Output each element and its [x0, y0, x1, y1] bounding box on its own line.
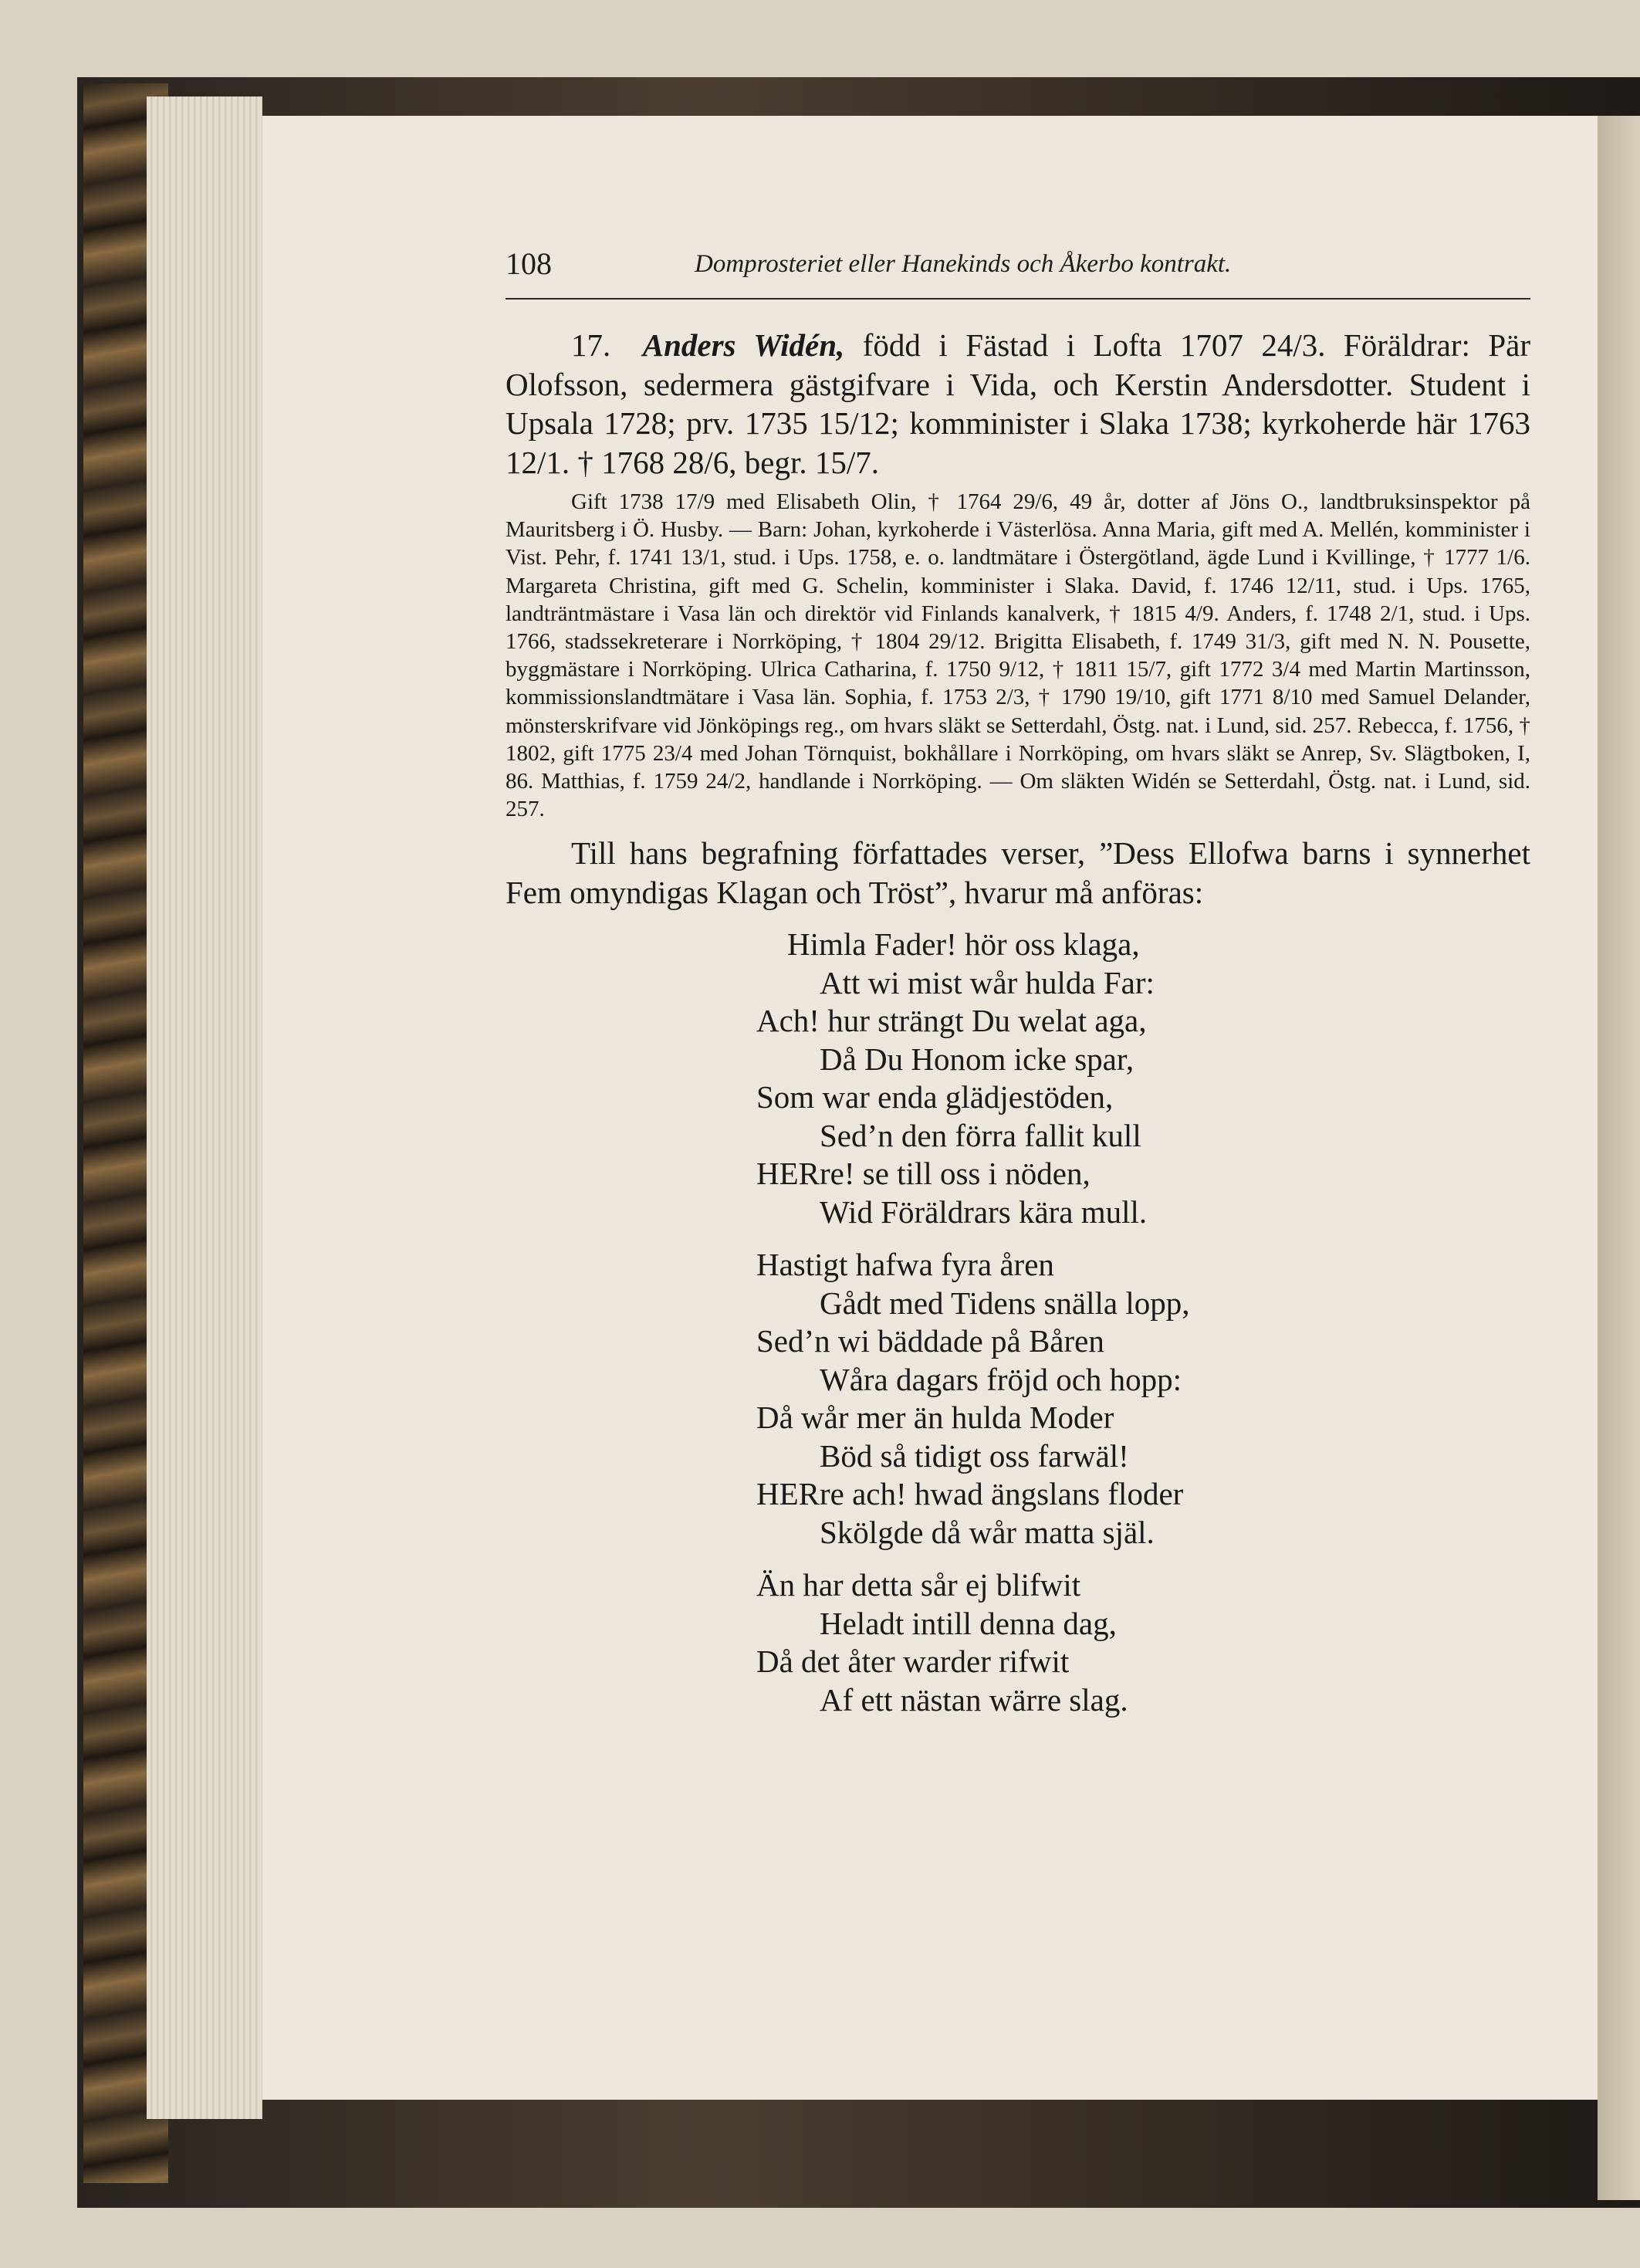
- poem-line: Då det åter warder rifwit: [756, 1643, 1070, 1680]
- poem-line: Böd så tidigt oss farwäl!: [820, 1437, 1129, 1474]
- entry-name: Anders Widén,: [642, 327, 845, 363]
- intro-paragraph: Till hans begrafning författades verser, ”Dess Ellofwa barns i synnerhet Fem omyndigas Klagan och Tröst”, hvarur må anföras:: [506, 835, 1530, 910]
- page-edges: [147, 96, 262, 2119]
- page-header: [506, 245, 1530, 300]
- facing-page-edge: [1598, 116, 1640, 2200]
- poem: [756, 926, 1530, 1719]
- poem-line: Sed’n wi bäddade på Båren: [756, 1323, 1104, 1359]
- poem-line: Wåra dagars fröjd och hopp:: [820, 1361, 1182, 1397]
- poem-line: Sed’n den förra fallit kull: [820, 1117, 1141, 1153]
- poem-line: Då wår mer än hulda Moder: [756, 1400, 1114, 1436]
- poem-line: Gådt med Tidens snälla lopp,: [820, 1285, 1190, 1321]
- poem-line: Ach! hur strängt Du welat aga,: [756, 1003, 1147, 1039]
- poem-line: HERre ach! hwad ängslans floder: [756, 1476, 1184, 1512]
- page-content: [506, 326, 1530, 1734]
- family-paragraph: Gift 1738 17/9 med Elisabeth Olin, † 1764 29/6, 49 år, dotter af Jöns O., landtbruksinspektor på Mauritsberg i Ö. Husby. — Barn: Johan, kyrkoherde i Västerlösa. Anna Maria, gift med A. Mellén, komminister i Vist. Pehr, f. 1741 13/1, stud. i Ups. 1758, e. o. landtmätare i Östergötland, ägde Lund i Kvillinge, † 1777 1/6. Margareta Christina, gift med G. Schelin, komminister i Slaka. David, f. 1746 12/11, stud. i Ups. 1765, landträntmästare i Vasa län och direktör vid Finlands kanalverk, † 1815 4/9. Anders, f. 1748 2/1, stud. i Ups. 1766, stadssekreterare i Norrköping, † 1804 29/12. Brigitta Elisabeth, f. 1749 31/3, gift med N. N. Pousette, byggmästare i Norrköping. Ulrica Catharina, f. 1750 9/12, † 1811 15/7, gift 1772 3/4 med Martin Martinsson, kommissionslandtmätare i Vasa län. Sophia, f. 1753 2/3, † 1790 19/10, gift 1771 8/10 med Samuel Delander, mönsterskrifvare vid Jönköpings reg., om hvars släkt se Setterdahl, Östg. nat. i Lund, sid. 257. Rebecca, f. 1756, † 1802, gift 1775 23/4 med Johan Törnquist, bokhållare i Norrköping, om hvars släkt se Anrep, Sv. Slägtboken, I, 86. Matthias, f. 1759 24/2, handlande i Norrköping. — Om släkten Widén se Setterdahl, Östg. nat. i Lund, sid. 257.: [506, 489, 1530, 822]
- poem-line: Hastigt hafwa fyra åren: [756, 1247, 1054, 1283]
- entry-main-text: född i Fästad i Lofta 1707 24/3. Föräldrar: Pär Olofsson, sedermera gästgifvare i Vida, och Kerstin Andersdotter. Student i Upsala 1728; prv. 1735 15/12; komminister i Slaka 1738; kyrkoherde här 1763 12/1. † 1768 28/6, begr. 15/7.: [506, 327, 1530, 480]
- page-number: 108: [506, 246, 552, 281]
- poem-line: HERre! se till oss i nöden,: [756, 1156, 1091, 1192]
- entry-paragraph: [506, 326, 1530, 482]
- poem-line: Heladt intill denna dag,: [820, 1605, 1117, 1641]
- poem-line: Att wi mist wår hulda Far:: [820, 964, 1155, 1000]
- poem-line: Himla Fader! hör oss klaga,: [787, 926, 1140, 963]
- poem-line: Som war enda glädjestöden,: [756, 1079, 1114, 1115]
- running-title: Domprosteriet eller Hanekinds och Åkerbo kontrakt.: [695, 250, 1232, 278]
- poem-line: Wid Föräldrars kära mull.: [820, 1193, 1148, 1230]
- poem-line: Skölgde då wår matta själ.: [820, 1514, 1155, 1550]
- poem-stanza: [756, 926, 1530, 1231]
- poem-line: Än har detta sår ej blifwit: [756, 1567, 1081, 1603]
- poem-line: Då Du Honom icke spar,: [820, 1041, 1134, 1077]
- entry-number: 17.: [571, 327, 611, 363]
- poem-stanza: [756, 1566, 1530, 1719]
- poem-line: Af ett nästan wärre slag.: [820, 1681, 1128, 1718]
- poem-stanza: [756, 1246, 1530, 1552]
